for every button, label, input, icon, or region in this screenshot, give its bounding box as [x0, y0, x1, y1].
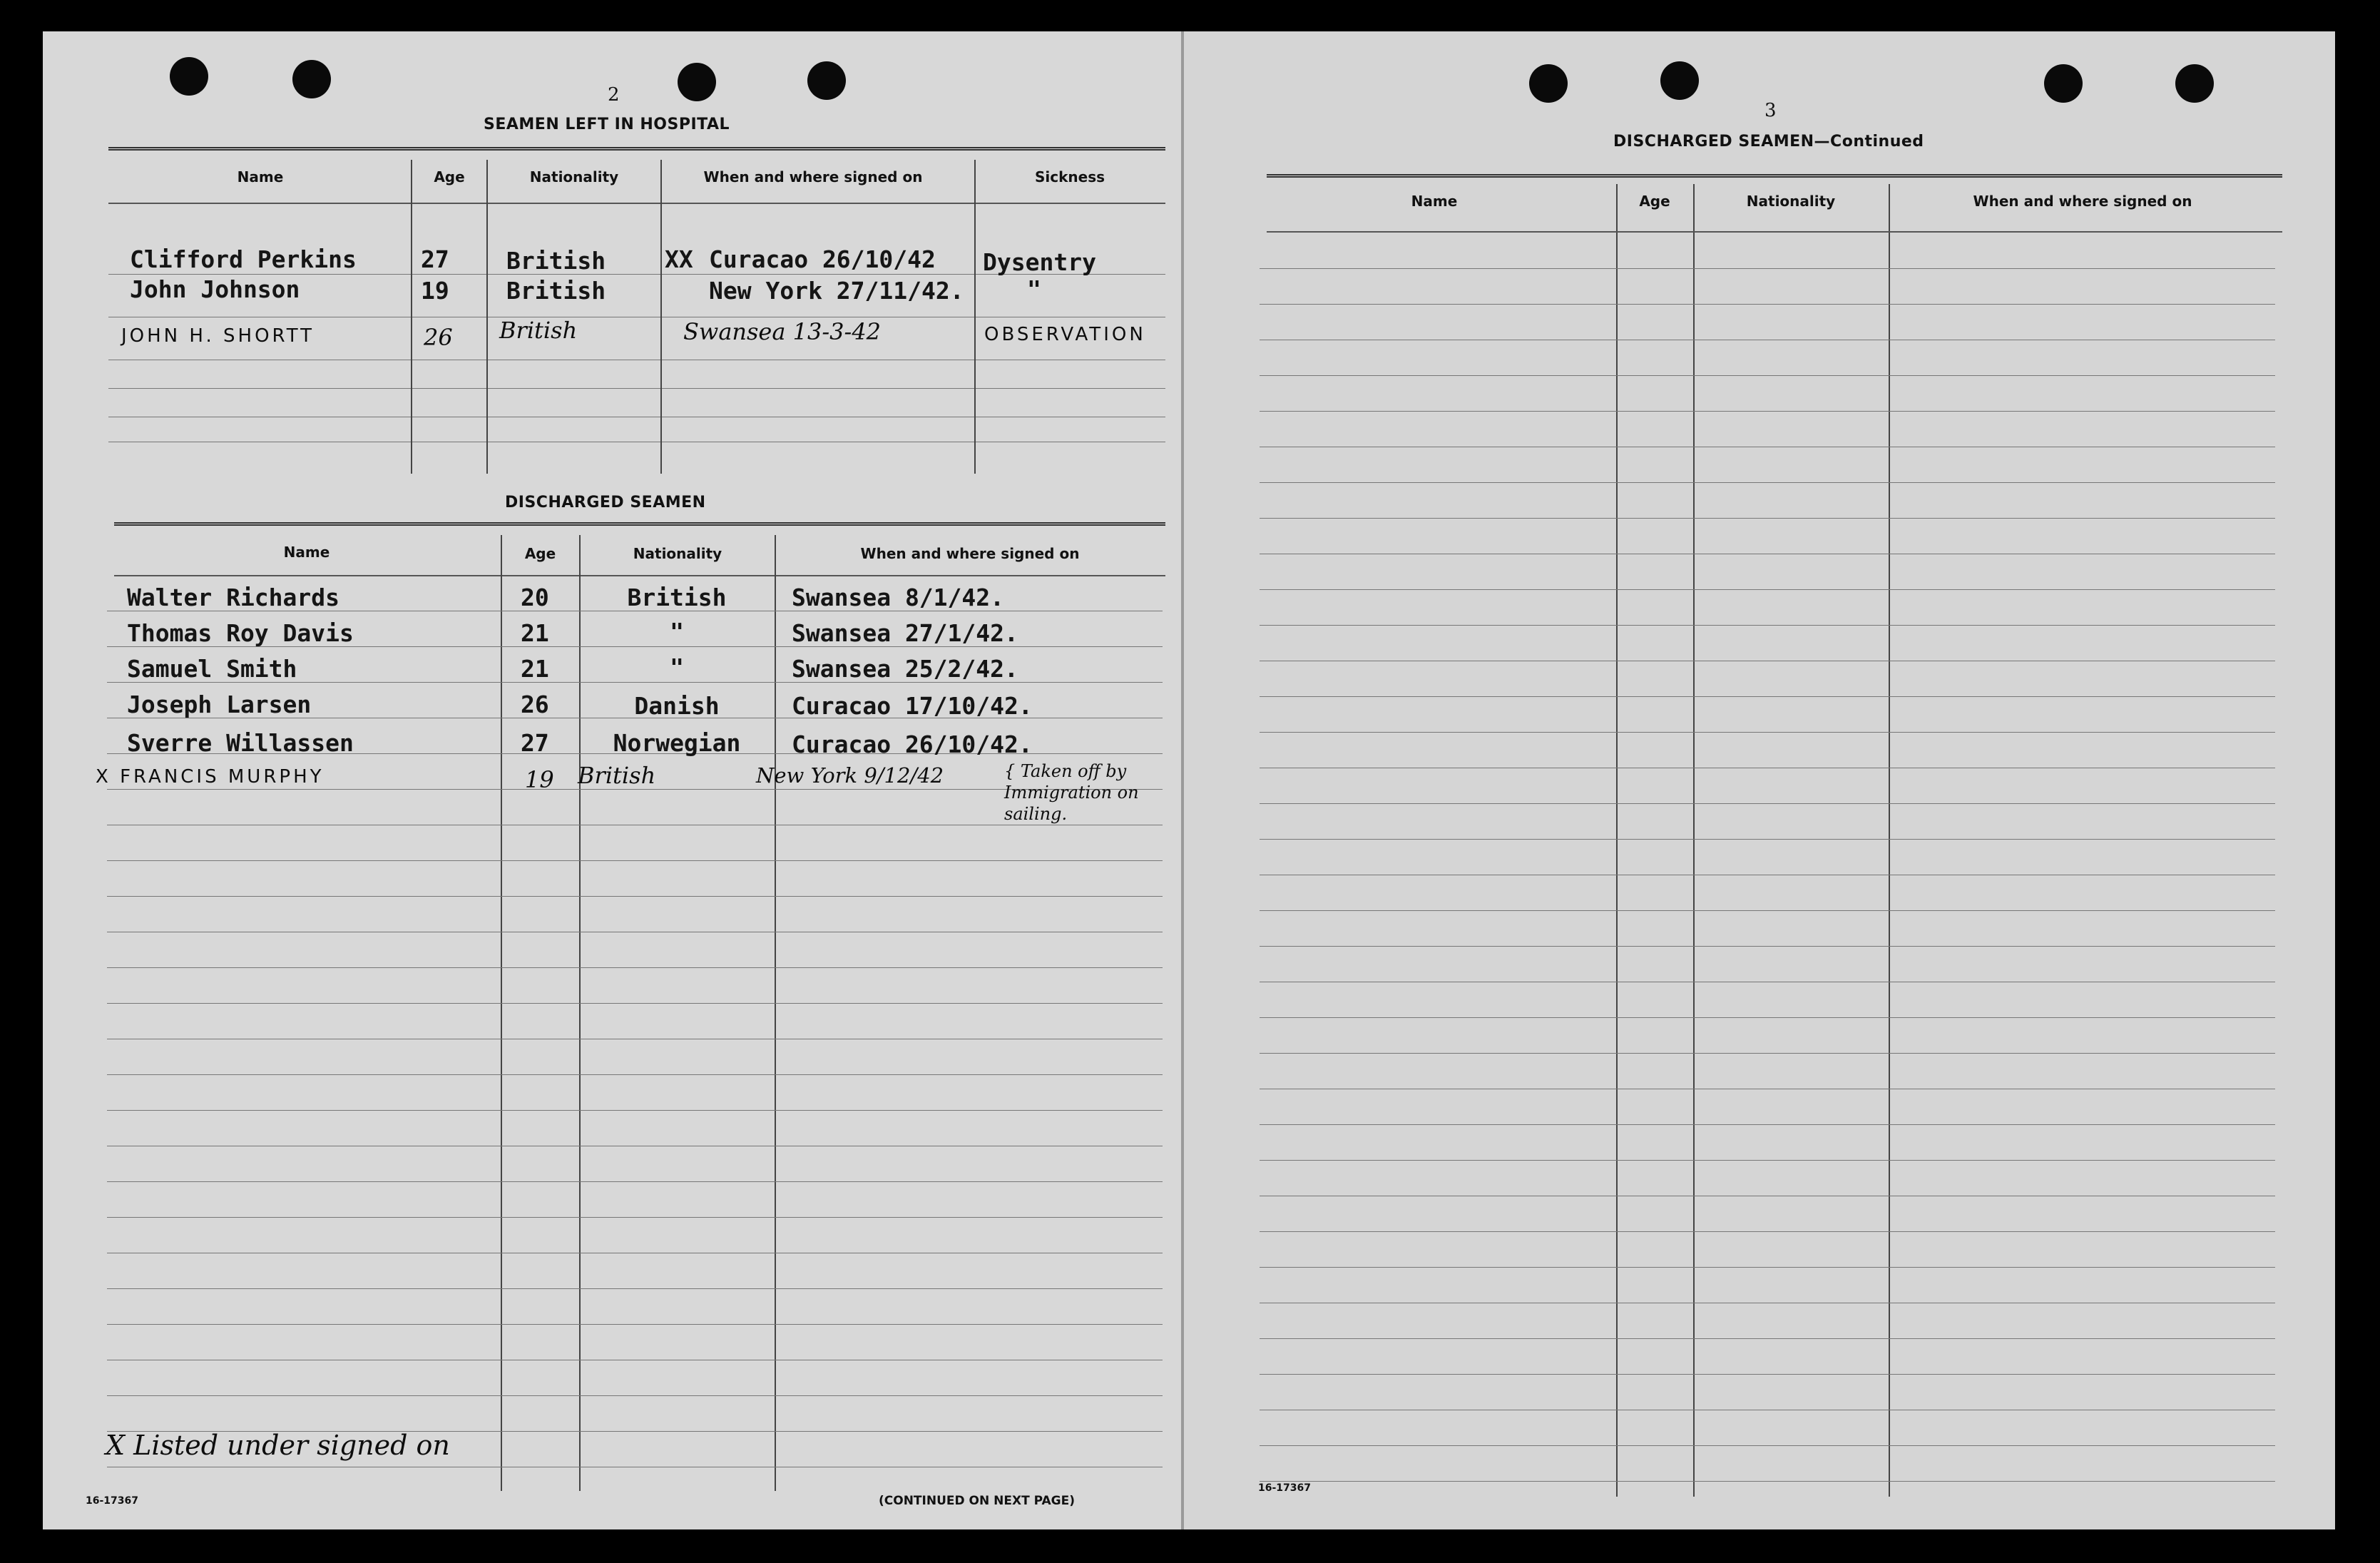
section-title-hospital: SEAMEN LEFT IN HOSPITAL: [484, 116, 730, 133]
col-header-nationality: Nationality: [633, 545, 722, 562]
table-rule: [1260, 1017, 2275, 1018]
table-rule: [108, 388, 1165, 389]
discharged-row-name: Walter Richards: [127, 584, 340, 611]
table-rule: [108, 147, 1165, 151]
hospital-row-name: Clifford Perkins: [130, 245, 357, 273]
page-number: 2: [608, 84, 620, 106]
punch-hole: [1529, 64, 1568, 103]
page-number: 3: [1764, 100, 1777, 121]
discharged-row-note-handwritten: { Taken off by Immigration on sailing.: [1004, 761, 1139, 824]
table-rule: [1260, 696, 2275, 697]
col-divider: [501, 535, 502, 1491]
table-rule: [1260, 482, 2275, 483]
table-rule: [1260, 518, 2275, 519]
hospital-row-name: John Johnson: [130, 275, 300, 303]
section-title-discharged: DISCHARGED SEAMEN: [505, 494, 706, 511]
table-rule: [107, 1395, 1163, 1396]
discharged-row-nationality: Norwegian: [613, 729, 741, 757]
col-divider: [1693, 184, 1695, 1497]
table-rule: [1260, 304, 2275, 305]
table-rule: [114, 522, 1165, 526]
punch-hole: [1660, 61, 1699, 100]
hospital-row-name-handwritten: JOHN H. SHORTT: [121, 325, 315, 347]
table-rule: [1260, 1445, 2275, 1446]
col-header-signed-on: When and where signed on: [860, 545, 1080, 562]
table-rule: [1260, 589, 2275, 590]
discharged-row-age: 21: [521, 655, 549, 683]
left-page: [43, 31, 1184, 1529]
hospital-row-signed-on-handwritten: Swansea 13-3-42: [683, 318, 882, 345]
discharged-row-signed-on: Swansea 27/1/42.: [792, 619, 1018, 647]
col-divider: [1616, 184, 1618, 1497]
discharged-row-age-handwritten: 19: [525, 766, 554, 793]
hospital-row-signed-on: New York 27/11/42.: [709, 277, 964, 305]
hospital-row-age-handwritten: 26: [424, 324, 453, 351]
table-rule: [1260, 1124, 2275, 1125]
table-rule: [107, 1003, 1163, 1004]
table-rule: [107, 1288, 1163, 1289]
hospital-row-sickness: ": [1027, 275, 1041, 303]
col-header-age: Age: [434, 168, 465, 185]
section-title-discharged-continued: DISCHARGED SEAMEN—Continued: [1613, 133, 1924, 151]
table-rule: [107, 1110, 1163, 1111]
discharged-row-name: Joseph Larsen: [127, 691, 312, 718]
table-rule: [1260, 1374, 2275, 1375]
table-rule: [107, 896, 1163, 897]
discharged-row-name: Sverre Willassen: [127, 729, 354, 757]
table-rule: [107, 1181, 1163, 1182]
hospital-row-age: 27: [421, 245, 449, 273]
punch-hole: [807, 61, 846, 100]
hospital-row-age: 19: [421, 277, 449, 305]
col-header-nationality: Nationality: [529, 168, 619, 185]
form-number: 16-17367: [86, 1495, 138, 1507]
hospital-row-nationality: British: [506, 277, 606, 305]
punch-hole: [292, 60, 331, 98]
table-rule: [1260, 839, 2275, 840]
discharged-row-age: 26: [521, 691, 549, 718]
table-rule: [1260, 625, 2275, 626]
table-rule: [1260, 268, 2275, 269]
col-header-nationality: Nationality: [1746, 193, 1836, 210]
punch-hole: [2044, 64, 2083, 103]
discharged-row-nationality: ": [670, 618, 684, 646]
handwritten-footnote: X Listed under signed on: [106, 1430, 450, 1461]
discharged-row-name: Samuel Smith: [127, 655, 297, 683]
table-rule: [1260, 375, 2275, 376]
discharged-row-nationality: ": [670, 653, 684, 681]
hospital-row-sickness: Dysentry: [983, 248, 1096, 276]
table-rule: [107, 967, 1163, 968]
discharged-row-nationality: British: [627, 584, 727, 611]
table-rule: [1267, 174, 2282, 178]
table-rule: [107, 1074, 1163, 1075]
discharged-row-age: 27: [521, 729, 549, 757]
discharged-row-age: 20: [521, 584, 549, 611]
hospital-row-signed-on: Curacao 26/10/42: [709, 245, 936, 273]
discharged-row-signed-on: Curacao 26/10/42.: [792, 730, 1033, 758]
form-number: 16-17367: [1258, 1482, 1311, 1494]
table-rule: [108, 203, 1165, 204]
discharged-row-name-handwritten: X FRANCIS MURPHY: [96, 766, 325, 788]
table-rule: [1260, 1338, 2275, 1339]
col-divider: [486, 160, 488, 474]
table-rule: [107, 1217, 1163, 1218]
table-rule: [107, 860, 1163, 861]
table-rule: [1260, 1053, 2275, 1054]
col-divider: [974, 160, 976, 474]
col-header-name: Name: [237, 168, 284, 185]
discharged-row-age: 21: [521, 619, 549, 647]
hospital-row-strikeout: XX: [665, 245, 693, 273]
col-divider: [1889, 184, 1890, 1497]
punch-hole: [678, 63, 716, 101]
punch-hole: [170, 57, 208, 96]
table-rule: [1260, 1231, 2275, 1232]
table-rule: [107, 1324, 1163, 1325]
table-rule: [1260, 910, 2275, 911]
right-page: [1184, 31, 2335, 1529]
discharged-row-signed-on: Curacao 17/10/42.: [792, 692, 1033, 720]
continued-note: (CONTINUED ON NEXT PAGE): [879, 1494, 1075, 1508]
discharged-row-signed-on: Swansea 25/2/42.: [792, 655, 1018, 683]
col-header-name: Name: [283, 544, 330, 561]
discharged-row-name: Thomas Roy Davis: [127, 619, 354, 647]
discharged-row-signed-on: Swansea 8/1/42.: [792, 584, 1005, 611]
punch-hole: [2175, 64, 2214, 103]
hospital-row-sickness-handwritten: OBSERVATION: [984, 324, 1146, 345]
discharged-row-signed-on-handwritten: New York 9/12/42: [756, 763, 944, 788]
hospital-row-nationality: British: [506, 247, 606, 275]
col-divider: [411, 160, 412, 474]
col-header-sickness: Sickness: [1034, 168, 1105, 185]
discharged-row-nationality: Danish: [634, 692, 720, 720]
hospital-row-nationality-handwritten: British: [499, 317, 578, 344]
table-rule: [1260, 803, 2275, 804]
discharged-row-nationality-handwritten: British: [578, 762, 656, 789]
table-rule: [1267, 231, 2282, 233]
col-divider: [660, 160, 662, 474]
table-rule: [1260, 1481, 2275, 1482]
table-rule: [1260, 1267, 2275, 1268]
col-header-age: Age: [524, 545, 556, 562]
col-header-name: Name: [1411, 193, 1458, 210]
table-rule: [1260, 1160, 2275, 1161]
table-rule: [1260, 946, 2275, 947]
col-header-signed-on: When and where signed on: [1973, 193, 2192, 210]
table-rule: [1260, 732, 2275, 733]
table-rule: [1260, 411, 2275, 412]
table-rule: [114, 575, 1165, 576]
col-header-signed-on: When and where signed on: [703, 168, 923, 185]
col-header-age: Age: [1639, 193, 1670, 210]
